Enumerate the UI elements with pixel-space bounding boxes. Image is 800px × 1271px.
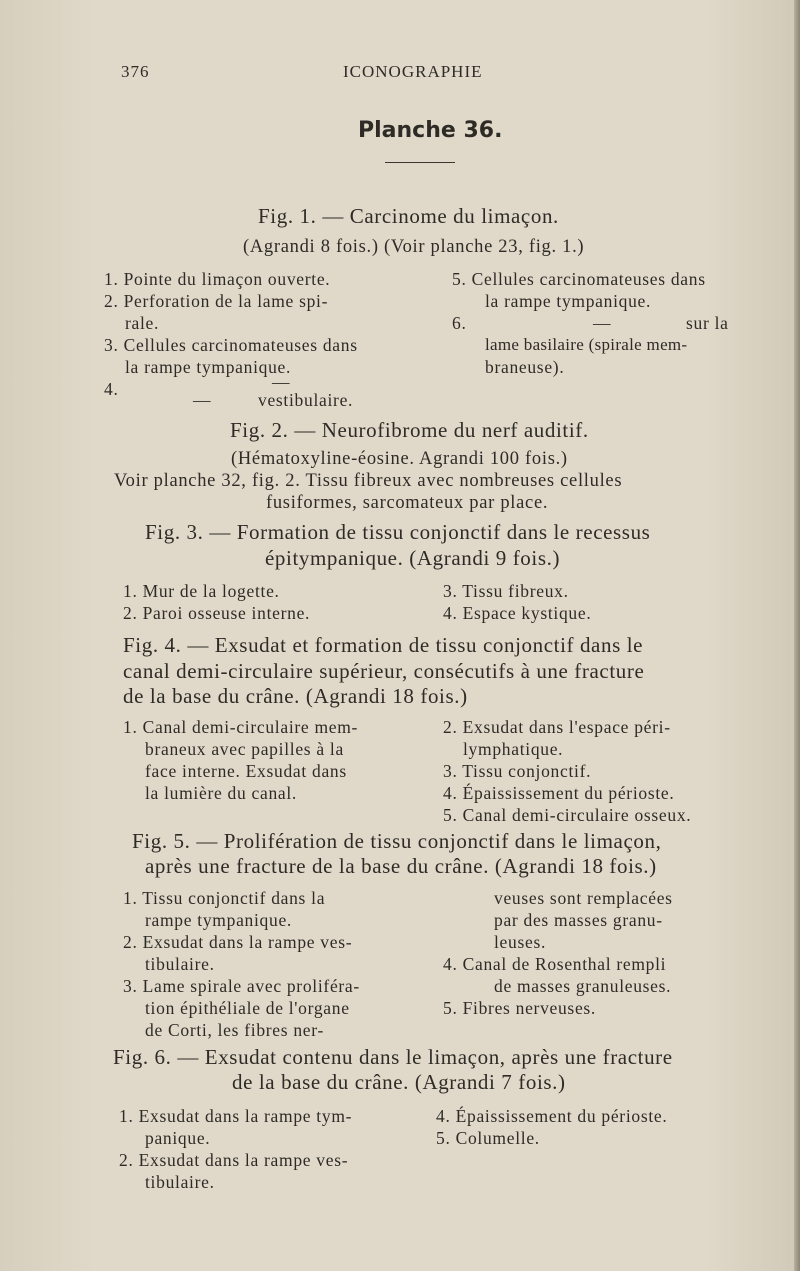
fig1-left-line: — [272, 372, 291, 392]
fig1-right-line: lame basilaire (spirale mem- [485, 335, 688, 354]
fig3-right-line: 3. Tissu fibreux. [443, 581, 569, 601]
fig3-left-line: 2. Paroi osseuse interne. [123, 603, 311, 623]
fig4-right-line: 4. Épaississement du périoste. [443, 783, 675, 803]
fig6-right-line: 5. Columelle. [436, 1128, 540, 1148]
fig6-right-line: 4. Épaississement du périoste. [436, 1106, 668, 1126]
fig1-left-line: rale. [125, 313, 160, 333]
fig1-left-line: 2. Perforation de la lame spi- [104, 291, 329, 311]
fig1-title: Fig. 1. — Carcinome du limaçon. [258, 204, 559, 228]
fig6-title: de la base du crâne. (Agrandi 7 fois.) [232, 1070, 566, 1094]
fig5-left-line: rampe tympanique. [145, 910, 292, 930]
fig5-right-line: de masses granuleuses. [494, 976, 672, 996]
fig1-left-line: — [193, 390, 212, 410]
fig3-title: épitympanique. (Agrandi 9 fois.) [265, 546, 561, 570]
fig6-left-line: 2. Exsudat dans la rampe ves- [119, 1150, 349, 1170]
plate-title: Planche 36. [358, 118, 503, 143]
fig4-right-line: 5. Canal demi-circulaire osseux. [443, 805, 692, 825]
fig5-title: après une fracture de la base du crâne. (Agrandi 18 fois.) [145, 854, 657, 878]
fig5-right-line: 4. Canal de Rosenthal rempli [443, 954, 667, 974]
fig6-left-line: panique. [145, 1128, 211, 1148]
fig5-left-line: 2. Exsudat dans la rampe ves- [123, 932, 353, 952]
fig1-left-line: vestibulaire. [258, 390, 354, 410]
fig1-left-line: la rampe tympanique. [125, 357, 292, 377]
fig1-right-line: braneuse). [485, 357, 565, 377]
fig3-left-line: 1. Mur de la logette. [123, 581, 280, 601]
title-rule [385, 162, 455, 163]
fig5-right-line: 5. Fibres nerveuses. [443, 998, 597, 1018]
fig1-right-line: — [593, 313, 612, 333]
fig5-left-line: tibulaire. [145, 954, 215, 974]
fig4-left-line: face interne. Exsudat dans [145, 761, 347, 781]
fig4-right-line: 3. Tissu conjonctif. [443, 761, 592, 781]
fig1-right-line: 6. [452, 313, 467, 333]
fig1-left-line: 4. [104, 379, 119, 399]
fig5-left-line: tion épithéliale de l'organe [145, 998, 350, 1018]
fig5-right-line: par des masses granu- [494, 910, 663, 930]
fig5-right-line: leuses. [494, 932, 547, 952]
fig6-title: Fig. 6. — Exsudat contenu dans le limaçon, après une fracture [113, 1045, 673, 1069]
fig3-title: Fig. 3. — Formation de tissu conjonctif dans le recessus [145, 520, 651, 544]
fig2-line: fusiformes, sarcomateux par place. [266, 493, 549, 513]
fig5-title: Fig. 5. — Prolifération de tissu conjonctif dans le limaçon, [132, 829, 662, 853]
fig1-left-line: 3. Cellules carcinomateuses dans [104, 335, 358, 355]
fig3-right-line: 4. Espace kystique. [443, 603, 592, 623]
fig4-title: Fig. 4. — Exsudat et formation de tissu conjonctif dans le [123, 633, 644, 657]
fig4-title: canal demi-circulaire supérieur, consécutifs à une fracture [123, 659, 645, 683]
fig1-right-line: sur la [686, 313, 729, 333]
fig1-subtitle: (Agrandi 8 fois.) (Voir planche 23, fig. 1.) [243, 237, 585, 257]
fig1-right-line: 5. Cellules carcinomateuses dans [452, 269, 706, 289]
fig5-right-line: veuses sont remplacées [494, 888, 673, 908]
fig5-left-line: 3. Lame spirale avec proliféra- [123, 976, 360, 996]
fig4-right-line: 2. Exsudat dans l'espace péri- [443, 717, 671, 737]
fig1-left-line: 1. Pointe du limaçon ouverte. [104, 269, 331, 289]
fig4-left-line: la lumière du canal. [145, 783, 297, 803]
fig5-left-line: de Corti, les fibres ner- [145, 1020, 324, 1040]
fig6-left-line: tibulaire. [145, 1172, 215, 1192]
running-title: ICONOGRAPHIE [343, 62, 483, 81]
fig1-right-line: la rampe tympanique. [485, 291, 652, 311]
fig2-title: Fig. 2. — Neurofibrome du nerf auditif. [230, 418, 589, 442]
fig4-left-line: 1. Canal demi-circulaire mem- [123, 717, 359, 737]
fig4-title: de la base du crâne. (Agrandi 18 fois.) [123, 684, 468, 708]
fig5-left-line: 1. Tissu conjonctif dans la [123, 888, 326, 908]
fig2-line: Voir planche 32, fig. 2. Tissu fibreux avec nombreuses cellules [114, 471, 623, 491]
page-edge-shadow [794, 0, 800, 1271]
fig4-left-line: braneux avec papilles à la [145, 739, 344, 759]
page-number: 376 [121, 62, 150, 81]
fig4-right-line: lymphatique. [463, 739, 564, 759]
fig6-left-line: 1. Exsudat dans la rampe tym- [119, 1106, 353, 1126]
fig2-line: (Hématoxyline-éosine. Agrandi 100 fois.) [231, 449, 568, 469]
